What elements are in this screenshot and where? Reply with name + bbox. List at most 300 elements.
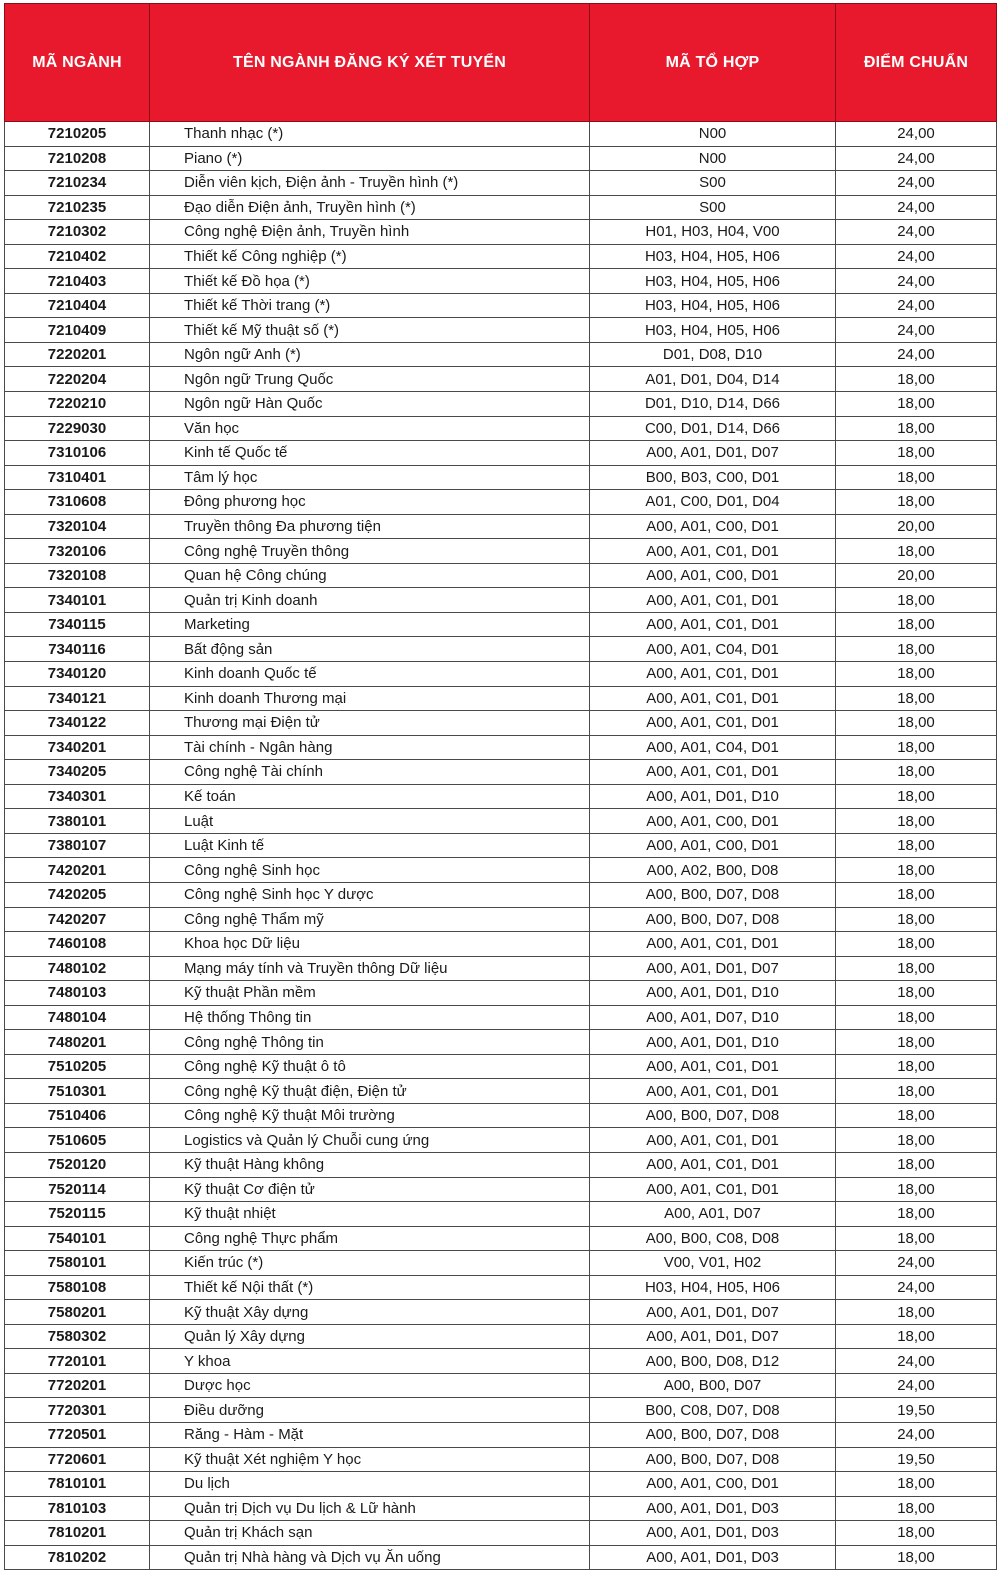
major-code-cell: 7320108 (5, 563, 150, 588)
table-row (5, 711, 997, 736)
subject-combination-cell: D01, D08, D10 (590, 342, 836, 367)
major-code-cell: 7810202 (5, 1545, 150, 1570)
cutoff-score-cell: 18,00 (836, 465, 997, 490)
major-code-cell: 7460108 (5, 932, 150, 957)
table-body (5, 122, 997, 1570)
table-row (5, 1472, 997, 1497)
table-row (5, 244, 997, 269)
table-row (5, 1545, 997, 1570)
major-name-cell: Công nghệ Kỹ thuật Môi trường (150, 1103, 590, 1128)
cutoff-score-cell: 18,00 (836, 1030, 997, 1055)
major-name-cell: Kỹ thuật Xét nghiệm Y học (150, 1447, 590, 1472)
subject-combination-cell: A01, C00, D01, D04 (590, 490, 836, 515)
table-row (5, 171, 997, 196)
subject-combination-cell: V00, V01, H02 (590, 1251, 836, 1276)
table-row (5, 1349, 997, 1374)
cutoff-score-cell: 18,00 (836, 416, 997, 441)
subject-combination-cell: A00, A01, C01, D01 (590, 686, 836, 711)
major-code-cell: 7510406 (5, 1103, 150, 1128)
cutoff-score-cell: 18,00 (836, 1128, 997, 1153)
major-name-cell: Răng - Hàm - Mặt (150, 1422, 590, 1447)
table-row (5, 1398, 997, 1423)
major-name-cell: Khoa học Dữ liệu (150, 932, 590, 957)
table-row (5, 367, 997, 392)
cutoff-score-cell: 18,00 (836, 858, 997, 883)
table-row (5, 392, 997, 417)
subject-combination-cell: S00 (590, 195, 836, 220)
major-name-cell: Luật (150, 809, 590, 834)
major-code-cell: 7210409 (5, 318, 150, 343)
subject-combination-cell: A00, A01, C01, D01 (590, 760, 836, 785)
major-code-cell: 7210234 (5, 171, 150, 196)
cutoff-score-cell: 18,00 (836, 833, 997, 858)
table-row (5, 1128, 997, 1153)
major-name-cell: Bất động sản (150, 637, 590, 662)
cutoff-score-cell: 18,00 (836, 809, 997, 834)
major-name-cell: Công nghệ Thực phẩm (150, 1226, 590, 1251)
table-row (5, 760, 997, 785)
table-row (5, 146, 997, 171)
subject-combination-cell: A00, B00, D07 (590, 1373, 836, 1398)
major-name-cell: Hệ thống Thông tin (150, 1005, 590, 1030)
table-row (5, 293, 997, 318)
major-name-cell: Công nghệ Thông tin (150, 1030, 590, 1055)
major-code-cell: 7220210 (5, 392, 150, 417)
major-name-cell: Công nghệ Điện ảnh, Truyền hình (150, 220, 590, 245)
major-code-cell: 7580302 (5, 1324, 150, 1349)
cutoff-score-cell: 24,00 (836, 195, 997, 220)
major-name-cell: Y khoa (150, 1349, 590, 1374)
major-code-cell: 7580108 (5, 1275, 150, 1300)
table-row (5, 1030, 997, 1055)
subject-combination-cell: B00, B03, C00, D01 (590, 465, 836, 490)
cutoff-score-cell: 24,00 (836, 269, 997, 294)
major-name-cell: Công nghệ Truyền thông (150, 539, 590, 564)
major-name-cell: Đông phương học (150, 490, 590, 515)
cutoff-score-cell: 18,00 (836, 1152, 997, 1177)
major-name-cell: Truyền thông Đa phương tiện (150, 514, 590, 539)
cutoff-score-cell: 18,00 (836, 1324, 997, 1349)
cutoff-score-cell: 24,00 (836, 1275, 997, 1300)
table-row (5, 833, 997, 858)
subject-combination-cell: H03, H04, H05, H06 (590, 244, 836, 269)
cutoff-score-cell: 18,00 (836, 907, 997, 932)
major-name-cell: Tài chính - Ngân hàng (150, 735, 590, 760)
major-code-cell: 7210208 (5, 146, 150, 171)
subject-combination-cell: A00, B00, D08, D12 (590, 1349, 836, 1374)
subject-combination-cell: A00, A01, C01, D01 (590, 1128, 836, 1153)
table-row (5, 465, 997, 490)
cutoff-score-cell: 18,00 (836, 1300, 997, 1325)
subject-combination-cell: A00, A01, C01, D01 (590, 932, 836, 957)
table-row (5, 1079, 997, 1104)
table-row (5, 1103, 997, 1128)
table-header (5, 4, 997, 122)
cutoff-score-cell: 18,00 (836, 956, 997, 981)
subject-combination-cell: A00, A01, C04, D01 (590, 735, 836, 760)
major-name-cell: Thương mại Điện tử (150, 711, 590, 736)
major-name-cell: Quan hệ Công chúng (150, 563, 590, 588)
cutoff-score-cell: 18,00 (836, 662, 997, 687)
subject-combination-cell: A00, A01, D01, D07 (590, 441, 836, 466)
subject-combination-cell: A00, A01, D01, D07 (590, 1300, 836, 1325)
major-name-cell: Công nghệ Tài chính (150, 760, 590, 785)
major-name-cell: Luật Kinh tế (150, 833, 590, 858)
subject-combination-cell: H03, H04, H05, H06 (590, 269, 836, 294)
major-name-cell: Kỹ thuật Xây dựng (150, 1300, 590, 1325)
table-row (5, 269, 997, 294)
subject-combination-cell: D01, D10, D14, D66 (590, 392, 836, 417)
subject-combination-cell: H01, H03, H04, V00 (590, 220, 836, 245)
major-code-cell: 7340115 (5, 612, 150, 637)
subject-combination-cell: N00 (590, 146, 836, 171)
major-code-cell: 7229030 (5, 416, 150, 441)
table-row (5, 932, 997, 957)
cutoff-score-cell: 18,00 (836, 711, 997, 736)
cutoff-score-cell: 24,00 (836, 244, 997, 269)
major-name-cell: Du lịch (150, 1472, 590, 1497)
cutoff-score-cell: 18,00 (836, 612, 997, 637)
subject-combination-cell: A00, A01, C01, D01 (590, 539, 836, 564)
major-name-cell: Mạng máy tính và Truyền thông Dữ liệu (150, 956, 590, 981)
subject-combination-cell: A00, A01, D01, D10 (590, 981, 836, 1006)
cutoff-score-cell: 24,00 (836, 146, 997, 171)
subject-combination-cell: A00, A01, D07, D10 (590, 1005, 836, 1030)
major-code-cell: 7480201 (5, 1030, 150, 1055)
subject-combination-cell: H03, H04, H05, H06 (590, 318, 836, 343)
header-major-code: MÃ NGÀNH (5, 4, 150, 122)
major-name-cell: Công nghệ Kỹ thuật điện, Điện tử (150, 1079, 590, 1104)
cutoff-score-cell: 18,00 (836, 686, 997, 711)
cutoff-score-cell: 18,00 (836, 1005, 997, 1030)
subject-combination-cell: A00, A01, D01, D10 (590, 1030, 836, 1055)
cutoff-score-cell: 18,00 (836, 1202, 997, 1227)
major-code-cell: 7210205 (5, 122, 150, 147)
major-code-cell: 7520120 (5, 1152, 150, 1177)
cutoff-score-cell: 18,00 (836, 637, 997, 662)
cutoff-score-cell: 18,00 (836, 539, 997, 564)
major-name-cell: Điều dưỡng (150, 1398, 590, 1423)
major-code-cell: 7420201 (5, 858, 150, 883)
subject-combination-cell: A00, B00, D07, D08 (590, 1422, 836, 1447)
subject-combination-cell: A00, A01, C01, D01 (590, 1054, 836, 1079)
major-code-cell: 7340201 (5, 735, 150, 760)
table-row (5, 612, 997, 637)
table-row (5, 735, 997, 760)
cutoff-score-cell: 24,00 (836, 1349, 997, 1374)
major-code-cell: 7380101 (5, 809, 150, 834)
subject-combination-cell: A00, B00, C08, D08 (590, 1226, 836, 1251)
cutoff-score-cell: 18,00 (836, 1079, 997, 1104)
header-major-name: TÊN NGÀNH ĐĂNG KÝ XÉT TUYỂN (150, 4, 590, 122)
cutoff-score-cell: 18,00 (836, 1545, 997, 1570)
subject-combination-cell: A00, A01, C00, D01 (590, 809, 836, 834)
table-row (5, 1275, 997, 1300)
major-name-cell: Thiết kế Công nghiệp (*) (150, 244, 590, 269)
major-name-cell: Quản trị Nhà hàng và Dịch vụ Ăn uống (150, 1545, 590, 1570)
table-row (5, 318, 997, 343)
subject-combination-cell: A00, A01, C01, D01 (590, 1177, 836, 1202)
subject-combination-cell: S00 (590, 171, 836, 196)
subject-combination-cell: H03, H04, H05, H06 (590, 293, 836, 318)
cutoff-score-cell: 18,00 (836, 392, 997, 417)
major-code-cell: 7480103 (5, 981, 150, 1006)
major-name-cell: Công nghệ Sinh học (150, 858, 590, 883)
cutoff-score-cell: 18,00 (836, 784, 997, 809)
subject-combination-cell: A00, A01, D01, D03 (590, 1521, 836, 1546)
cutoff-score-cell: 24,00 (836, 220, 997, 245)
table-row (5, 1251, 997, 1276)
admission-scores-document (4, 3, 996, 1570)
table-row (5, 490, 997, 515)
table-row (5, 195, 997, 220)
subject-combination-cell: A00, A01, C01, D01 (590, 711, 836, 736)
major-code-cell: 7220201 (5, 342, 150, 367)
subject-combination-cell: A00, B00, D07, D08 (590, 1103, 836, 1128)
subject-combination-cell: A00, A01, C01, D01 (590, 1152, 836, 1177)
table-row (5, 956, 997, 981)
major-code-cell: 7210402 (5, 244, 150, 269)
cutoff-score-cell: 20,00 (836, 514, 997, 539)
subject-combination-cell: A00, A01, D01, D07 (590, 956, 836, 981)
major-name-cell: Đạo diễn Điện ảnh, Truyền hình (*) (150, 195, 590, 220)
major-code-cell: 7810101 (5, 1472, 150, 1497)
cutoff-score-cell: 18,00 (836, 735, 997, 760)
table-row (5, 637, 997, 662)
major-code-cell: 7210404 (5, 293, 150, 318)
subject-combination-cell: H03, H04, H05, H06 (590, 1275, 836, 1300)
major-name-cell: Kỹ thuật Phần mềm (150, 981, 590, 1006)
subject-combination-cell: A00, A01, C00, D01 (590, 1472, 836, 1497)
major-code-cell: 7210302 (5, 220, 150, 245)
table-row (5, 220, 997, 245)
header-subject-combination: MÃ TỔ HỢP (590, 4, 836, 122)
major-name-cell: Quản lý Xây dựng (150, 1324, 590, 1349)
table-row (5, 416, 997, 441)
table-row (5, 514, 997, 539)
major-name-cell: Ngôn ngữ Trung Quốc (150, 367, 590, 392)
major-name-cell: Kế toán (150, 784, 590, 809)
table-row (5, 686, 997, 711)
table-row (5, 882, 997, 907)
major-name-cell: Thiết kế Nội thất (*) (150, 1275, 590, 1300)
subject-combination-cell: A00, A01, D01, D10 (590, 784, 836, 809)
subject-combination-cell: A00, B00, D07, D08 (590, 907, 836, 932)
table-row (5, 1422, 997, 1447)
major-code-cell: 7310401 (5, 465, 150, 490)
table-row (5, 981, 997, 1006)
major-name-cell: Marketing (150, 612, 590, 637)
major-name-cell: Logistics và Quản lý Chuỗi cung ứng (150, 1128, 590, 1153)
table-row (5, 1373, 997, 1398)
major-code-cell: 7510301 (5, 1079, 150, 1104)
cutoff-score-cell: 19,50 (836, 1398, 997, 1423)
subject-combination-cell: A00, A01, D01, D07 (590, 1324, 836, 1349)
major-name-cell: Diễn viên kịch, Điện ảnh - Truyền hình (*) (150, 171, 590, 196)
major-name-cell: Thiết kế Mỹ thuật số (*) (150, 318, 590, 343)
cutoff-score-cell: 18,00 (836, 882, 997, 907)
table-row (5, 784, 997, 809)
admission-scores-table (4, 3, 997, 1570)
table-row (5, 1447, 997, 1472)
subject-combination-cell: A00, A01, C04, D01 (590, 637, 836, 662)
major-name-cell: Kiến trúc (*) (150, 1251, 590, 1276)
cutoff-score-cell: 24,00 (836, 293, 997, 318)
major-name-cell: Công nghệ Kỹ thuật ô tô (150, 1054, 590, 1079)
major-name-cell: Văn học (150, 416, 590, 441)
major-name-cell: Dược học (150, 1373, 590, 1398)
cutoff-score-cell: 18,00 (836, 1177, 997, 1202)
major-name-cell: Thiết kế Thời trang (*) (150, 293, 590, 318)
major-code-cell: 7340301 (5, 784, 150, 809)
major-name-cell: Kinh doanh Quốc tế (150, 662, 590, 687)
major-code-cell: 7310106 (5, 441, 150, 466)
cutoff-score-cell: 18,00 (836, 760, 997, 785)
major-code-cell: 7340205 (5, 760, 150, 785)
cutoff-score-cell: 18,00 (836, 441, 997, 466)
table-row (5, 1496, 997, 1521)
major-code-cell: 7540101 (5, 1226, 150, 1251)
major-code-cell: 7310608 (5, 490, 150, 515)
major-code-cell: 7810201 (5, 1521, 150, 1546)
cutoff-score-cell: 18,00 (836, 1103, 997, 1128)
major-code-cell: 7340116 (5, 637, 150, 662)
table-row (5, 1054, 997, 1079)
subject-combination-cell: A00, B00, D07, D08 (590, 1447, 836, 1472)
table-row (5, 1226, 997, 1251)
table-row (5, 662, 997, 687)
cutoff-score-cell: 24,00 (836, 1373, 997, 1398)
major-name-cell: Thiết kế Đồ họa (*) (150, 269, 590, 294)
table-row (5, 1202, 997, 1227)
table-row (5, 1152, 997, 1177)
major-name-cell: Quản trị Kinh doanh (150, 588, 590, 613)
subject-combination-cell: C00, D01, D14, D66 (590, 416, 836, 441)
major-code-cell: 7480102 (5, 956, 150, 981)
header-cutoff-score: ĐIỂM CHUẨN (836, 4, 997, 122)
cutoff-score-cell: 18,00 (836, 981, 997, 1006)
cutoff-score-cell: 18,00 (836, 1472, 997, 1497)
table-row (5, 588, 997, 613)
major-code-cell: 7210235 (5, 195, 150, 220)
cutoff-score-cell: 18,00 (836, 1496, 997, 1521)
table-row (5, 1177, 997, 1202)
header-row (5, 4, 997, 122)
subject-combination-cell: A01, D01, D04, D14 (590, 367, 836, 392)
major-code-cell: 7520114 (5, 1177, 150, 1202)
major-name-cell: Piano (*) (150, 146, 590, 171)
major-name-cell: Kỹ thuật nhiệt (150, 1202, 590, 1227)
major-code-cell: 7510605 (5, 1128, 150, 1153)
table-row (5, 342, 997, 367)
major-code-cell: 7340101 (5, 588, 150, 613)
major-code-cell: 7320106 (5, 539, 150, 564)
major-name-cell: Ngôn ngữ Hàn Quốc (150, 392, 590, 417)
major-code-cell: 7580201 (5, 1300, 150, 1325)
table-row (5, 1005, 997, 1030)
cutoff-score-cell: 18,00 (836, 588, 997, 613)
cutoff-score-cell: 18,00 (836, 1054, 997, 1079)
major-code-cell: 7720201 (5, 1373, 150, 1398)
cutoff-score-cell: 18,00 (836, 1521, 997, 1546)
subject-combination-cell: A00, B00, D07, D08 (590, 882, 836, 907)
cutoff-score-cell: 24,00 (836, 318, 997, 343)
cutoff-score-cell: 24,00 (836, 1422, 997, 1447)
subject-combination-cell: A00, A01, D07 (590, 1202, 836, 1227)
major-code-cell: 7720601 (5, 1447, 150, 1472)
major-code-cell: 7340121 (5, 686, 150, 711)
subject-combination-cell: N00 (590, 122, 836, 147)
table-row (5, 441, 997, 466)
table-row (5, 858, 997, 883)
major-code-cell: 7420207 (5, 907, 150, 932)
cutoff-score-cell: 19,50 (836, 1447, 997, 1472)
table-row (5, 1324, 997, 1349)
major-name-cell: Công nghệ Thẩm mỹ (150, 907, 590, 932)
table-row (5, 539, 997, 564)
major-name-cell: Kỹ thuật Cơ điện tử (150, 1177, 590, 1202)
cutoff-score-cell: 18,00 (836, 367, 997, 392)
subject-combination-cell: A00, A01, C00, D01 (590, 833, 836, 858)
major-code-cell: 7580101 (5, 1251, 150, 1276)
major-name-cell: Ngôn ngữ Anh (*) (150, 342, 590, 367)
major-code-cell: 7210403 (5, 269, 150, 294)
major-name-cell: Thanh nhạc (*) (150, 122, 590, 147)
subject-combination-cell: A00, A01, C01, D01 (590, 588, 836, 613)
cutoff-score-cell: 24,00 (836, 171, 997, 196)
cutoff-score-cell: 18,00 (836, 932, 997, 957)
table-row (5, 907, 997, 932)
major-name-cell: Công nghệ Sinh học Y dược (150, 882, 590, 907)
major-code-cell: 7220204 (5, 367, 150, 392)
major-name-cell: Kinh tế Quốc tế (150, 441, 590, 466)
subject-combination-cell: A00, A01, C01, D01 (590, 662, 836, 687)
cutoff-score-cell: 24,00 (836, 342, 997, 367)
subject-combination-cell: A00, A01, D01, D03 (590, 1545, 836, 1570)
cutoff-score-cell: 24,00 (836, 1251, 997, 1276)
major-name-cell: Tâm lý học (150, 465, 590, 490)
cutoff-score-cell: 18,00 (836, 1226, 997, 1251)
cutoff-score-cell: 20,00 (836, 563, 997, 588)
cutoff-score-cell: 18,00 (836, 490, 997, 515)
subject-combination-cell: B00, C08, D07, D08 (590, 1398, 836, 1423)
major-code-cell: 7420205 (5, 882, 150, 907)
major-code-cell: 7480104 (5, 1005, 150, 1030)
table-row (5, 1521, 997, 1546)
subject-combination-cell: A00, A01, C01, D01 (590, 612, 836, 637)
major-code-cell: 7380107 (5, 833, 150, 858)
major-name-cell: Quản trị Khách sạn (150, 1521, 590, 1546)
subject-combination-cell: A00, A01, C01, D01 (590, 1079, 836, 1104)
major-code-cell: 7340120 (5, 662, 150, 687)
subject-combination-cell: A00, A01, C00, D01 (590, 514, 836, 539)
cutoff-score-cell: 24,00 (836, 122, 997, 147)
table-row (5, 809, 997, 834)
major-name-cell: Quản trị Dịch vụ Du lịch & Lữ hành (150, 1496, 590, 1521)
major-code-cell: 7720301 (5, 1398, 150, 1423)
table-row (5, 563, 997, 588)
major-name-cell: Kinh doanh Thương mại (150, 686, 590, 711)
table-row (5, 122, 997, 147)
major-code-cell: 7340122 (5, 711, 150, 736)
major-code-cell: 7720101 (5, 1349, 150, 1374)
major-name-cell: Kỹ thuật Hàng không (150, 1152, 590, 1177)
major-code-cell: 7320104 (5, 514, 150, 539)
major-code-cell: 7510205 (5, 1054, 150, 1079)
subject-combination-cell: A00, A01, C00, D01 (590, 563, 836, 588)
table-row (5, 1300, 997, 1325)
major-code-cell: 7520115 (5, 1202, 150, 1227)
